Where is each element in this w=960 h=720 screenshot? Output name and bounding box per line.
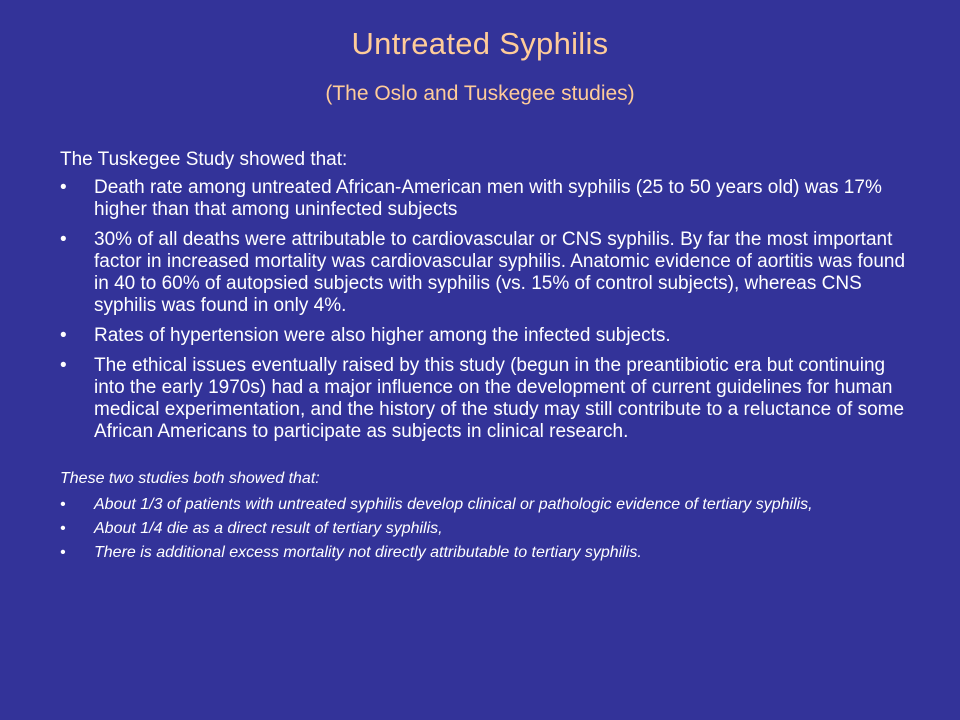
list-item	[60, 355, 920, 443]
list-item-text: About 1/4 die as a direct result of tertiary syphilis,	[94, 520, 443, 537]
list-item-text: Rates of hypertension were also higher among the infected subjects.	[94, 325, 671, 346]
tuskegee-section	[60, 148, 920, 443]
slide-subtitle: (The Oslo and Tuskegee studies)	[325, 82, 635, 105]
slide-body	[60, 148, 920, 568]
both-studies-intro: These two studies both showed that:	[60, 470, 320, 487]
list-item	[60, 177, 920, 221]
list-item	[60, 544, 920, 562]
list-item-text: The ethical issues eventually raised by this study (begun in the preantibiotic era but continuing into the early 1970s) had a major influence on the development of current guidelines for human medical experimentation, and the history of the study may still contribute to a reluctance of some African Americans to participate as subjects in clinical research.	[94, 355, 905, 442]
tuskegee-findings-list	[60, 177, 920, 443]
bullet-icon: •	[60, 496, 66, 513]
list-item-text: There is additional excess mortality not directly attributable to tertiary syphilis.	[94, 544, 642, 561]
bullet-icon: •	[60, 355, 67, 376]
list-item	[60, 520, 920, 538]
slide-title: Untreated Syphilis	[351, 26, 609, 61]
list-item-text: About 1/3 of patients with untreated syphilis develop clinical or pathologic evidence of tertiary syphilis,	[94, 496, 813, 513]
list-item	[60, 229, 920, 317]
bullet-icon: •	[60, 325, 67, 346]
list-item-text: Death rate among untreated African-American men with syphilis (25 to 50 years old) was 17% higher than that among uninfected subjects	[94, 177, 882, 220]
bullet-icon: •	[60, 544, 66, 561]
list-item	[60, 496, 920, 514]
bullet-icon: •	[60, 520, 66, 537]
list-item	[60, 325, 920, 347]
both-studies-section	[60, 469, 920, 562]
tuskegee-intro: The Tuskegee Study showed that:	[60, 149, 348, 170]
list-item-text: 30% of all deaths were attributable to cardiovascular or CNS syphilis. By far the most important factor in increased mortality was cardiovascular syphilis. Anatomic evidence of aortitis was found in 40 to 60% of autopsied subjects with syphilis (vs. 15% of control subjects), whereas CNS syphilis was found in only 4%.	[94, 229, 906, 316]
bullet-icon: •	[60, 177, 67, 198]
bullet-icon: •	[60, 229, 67, 250]
both-studies-findings-list	[60, 496, 920, 562]
